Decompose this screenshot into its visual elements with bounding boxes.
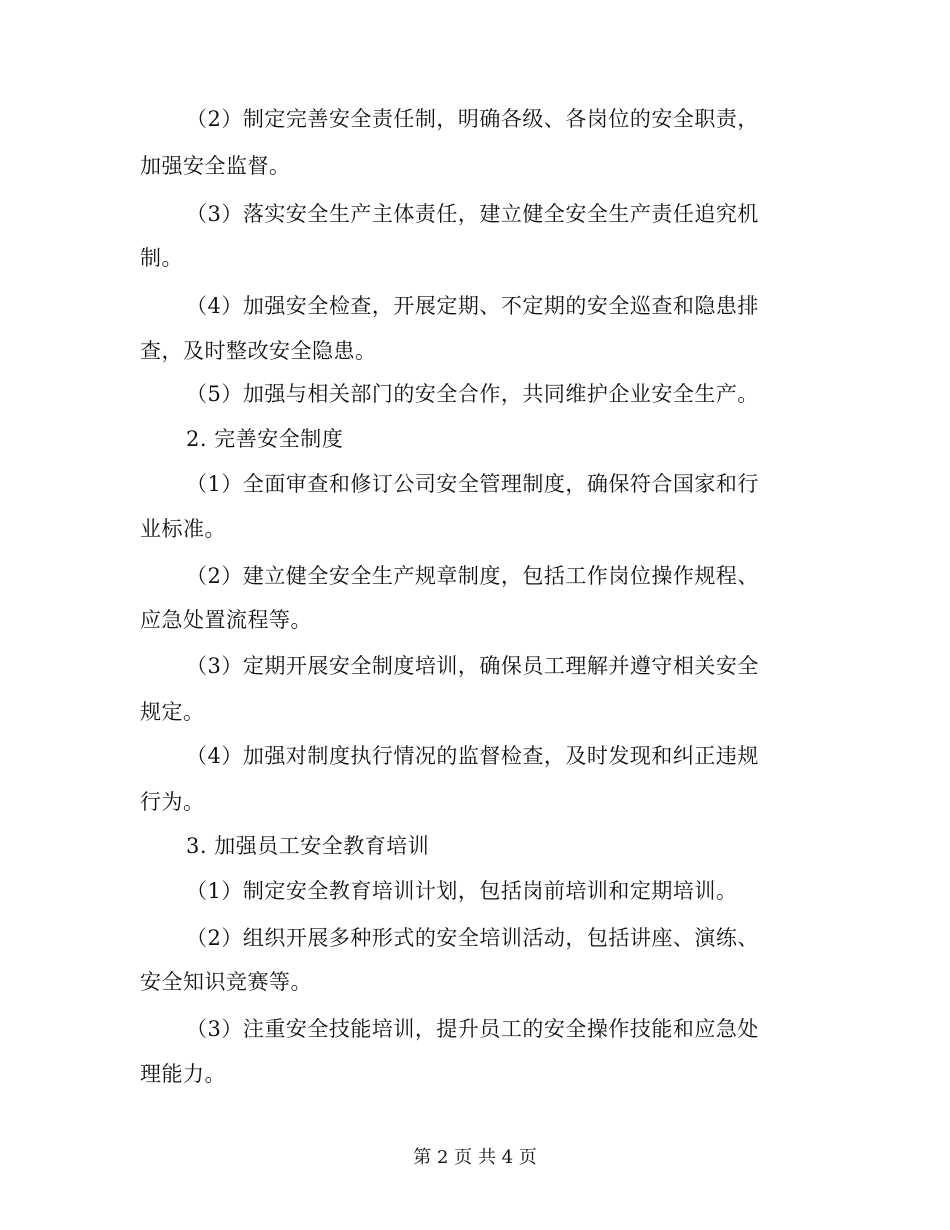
paragraph-line: （4）加强对制度执行情况的监督检查，及时发现和纠正违规 <box>186 744 759 768</box>
section-heading: 2. 完善安全制度 <box>186 427 344 451</box>
paragraph-line: （2）组织开展多种形式的安全培训活动，包括讲座、演练、 <box>186 926 759 950</box>
paragraph-line: （3）注重安全技能培训，提升员工的安全操作技能和应急处 <box>186 1017 759 1041</box>
paragraph-line: （2）建立健全安全生产规章制度，包括工作岗位操作规程、 <box>186 564 759 588</box>
section-heading: 3. 加强员工安全教育培训 <box>186 834 430 858</box>
paragraph-line: 安全知识竞赛等。 <box>140 970 312 994</box>
page-number-footer: 第 2 页 共 4 页 <box>413 1147 537 1168</box>
paragraph-line: 加强安全监督。 <box>140 154 291 178</box>
paragraph-line: （3）定期开展安全制度培训，确保员工理解并遵守相关安全 <box>186 654 759 678</box>
paragraph-line: 理能力。 <box>140 1062 226 1086</box>
paragraph-line: 查，及时整改安全隐患。 <box>140 339 377 363</box>
paragraph-line: （1）制定安全教育培训计划，包括岗前培训和定期培训。 <box>186 879 738 903</box>
paragraph-line: 业标准。 <box>140 517 226 541</box>
paragraph-line: （2）制定完善安全责任制，明确各级、各岗位的安全职责， <box>186 107 759 131</box>
paragraph-line: （1）全面审查和修订公司安全管理制度，确保符合国家和行 <box>186 472 759 496</box>
paragraph-line: 应急处置流程等。 <box>140 608 312 632</box>
paragraph-line: 行为。 <box>140 790 205 814</box>
paragraph-line: （4）加强安全检查，开展定期、不定期的安全巡查和隐患排 <box>186 294 759 318</box>
paragraph-line: （3）落实安全生产主体责任，建立健全安全生产责任追究机 <box>186 202 759 226</box>
paragraph-line: 规定。 <box>140 700 205 724</box>
paragraph-line: （5）加强与相关部门的安全合作，共同维护企业安全生产。 <box>186 382 759 406</box>
paragraph-line: 制。 <box>140 246 183 270</box>
